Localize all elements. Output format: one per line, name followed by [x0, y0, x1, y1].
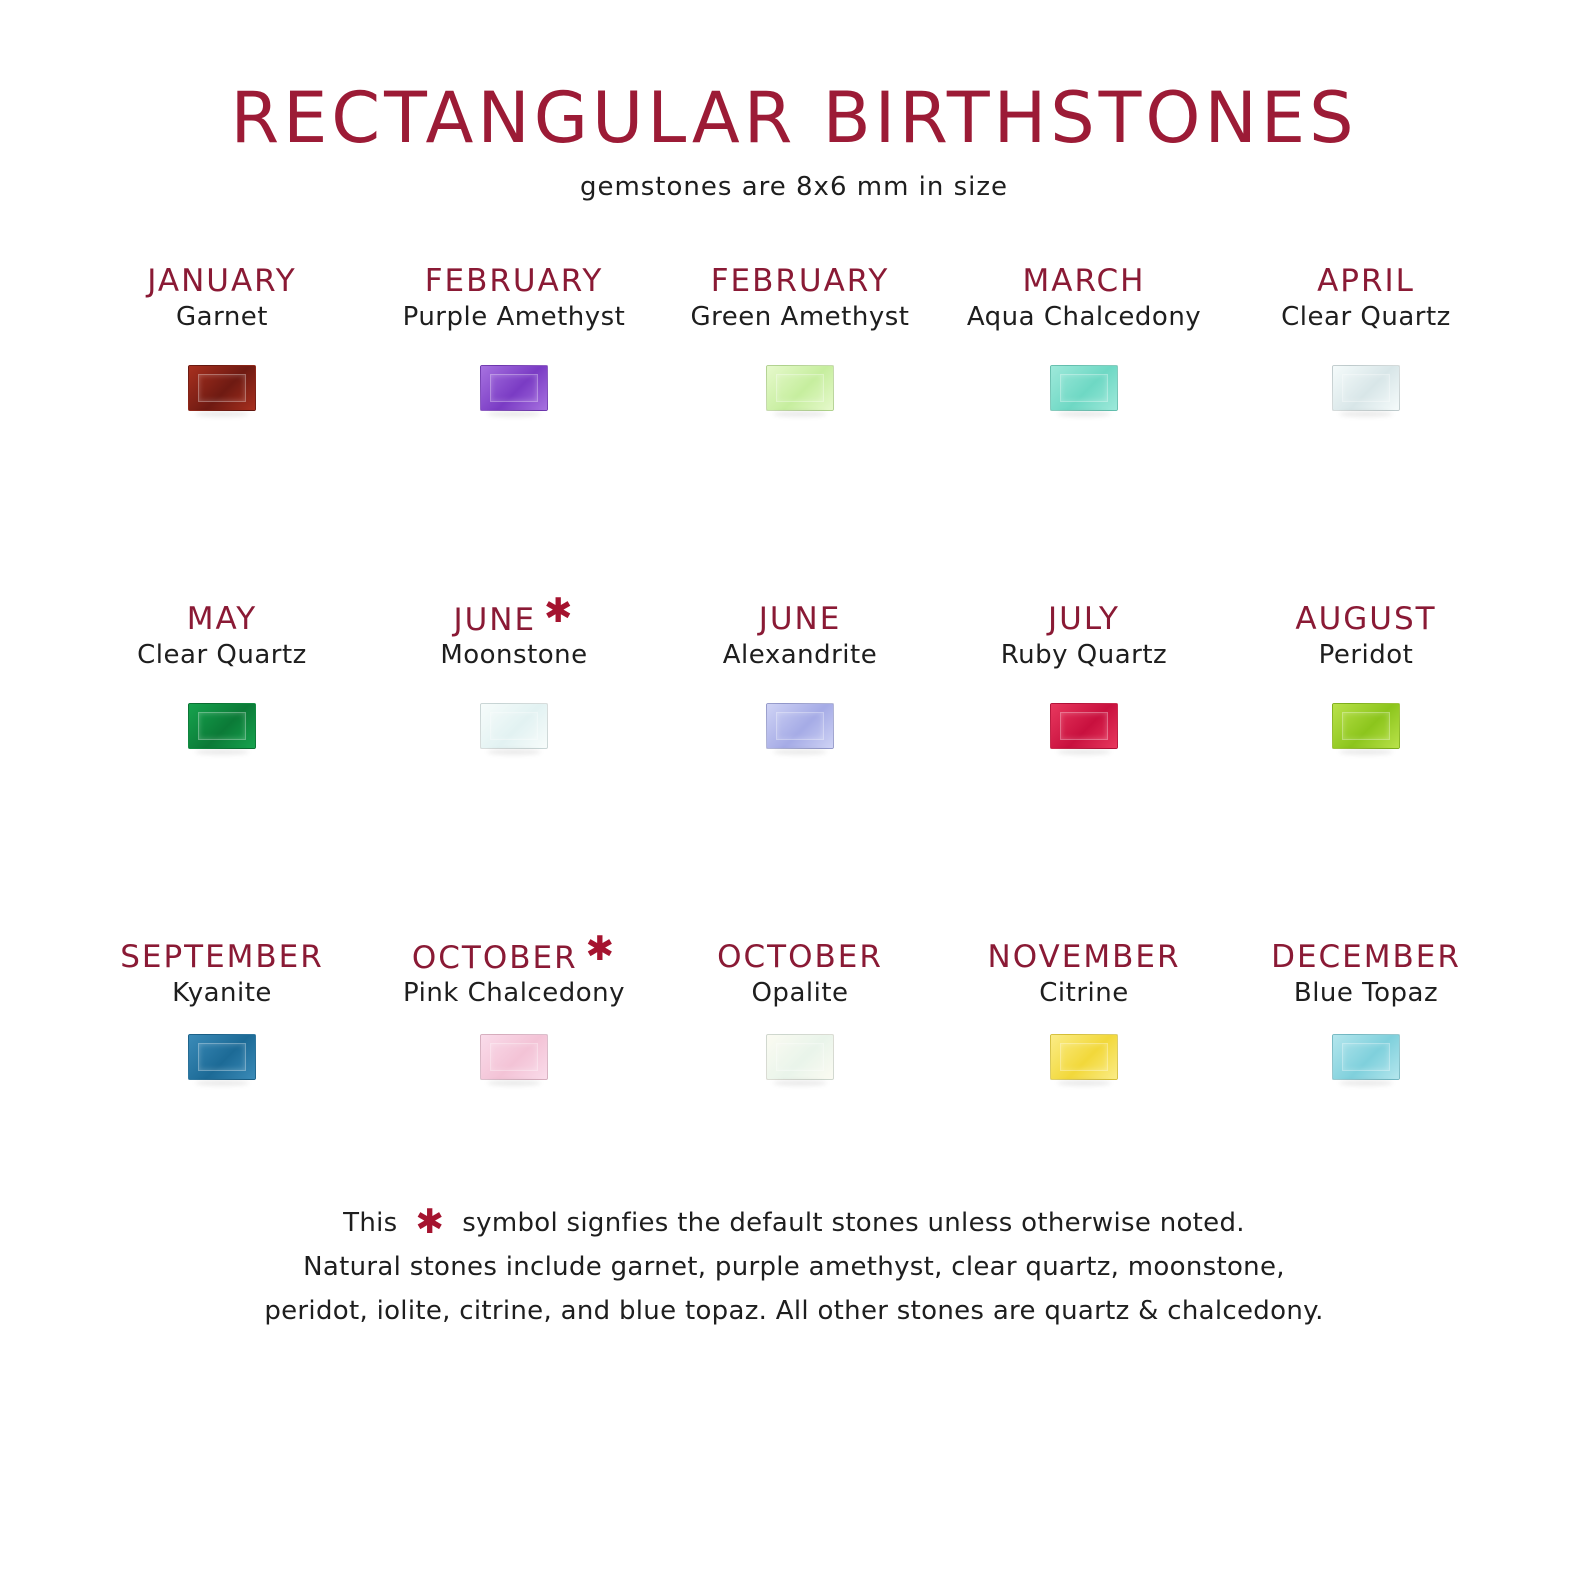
stone-name: Garnet [176, 302, 268, 332]
month-label [369, 929, 659, 976]
default-asterisk-icon: ✱ [544, 591, 575, 631]
birthstone-card [369, 591, 659, 672]
month-text: DECEMBER [1271, 939, 1461, 975]
gemstone-swatch [1332, 365, 1400, 411]
month-text: OCTOBER [717, 939, 883, 975]
footer-line-3: peridot, iolite, citrine, and blue topaz. All other stones are quartz & chalcedony. [264, 1296, 1324, 1326]
month-label [939, 262, 1229, 300]
stone-name: Pink Chalcedony [403, 978, 625, 1008]
birthstone-card [369, 262, 659, 334]
birthstone-card [1221, 600, 1511, 672]
month-label [77, 262, 367, 300]
stone-name: Green Amethyst [690, 302, 910, 332]
month-label [1221, 262, 1511, 300]
stone-name: Kyanite [172, 978, 272, 1008]
birthstone-card [655, 938, 945, 1010]
default-asterisk-icon: ✱ [415, 1202, 445, 1242]
month-text: MAY [186, 601, 258, 637]
month-text: JUNE [758, 601, 842, 637]
birthstone-card [939, 938, 1229, 1010]
month-label [77, 938, 367, 976]
default-asterisk-icon: ✱ [585, 929, 617, 969]
birthstone-card [369, 929, 659, 1010]
gemstone-swatch [1050, 1034, 1118, 1080]
stone-name: Citrine [1039, 978, 1129, 1008]
month-label [77, 600, 367, 638]
birthstone-card [655, 262, 945, 334]
birthstone-card [939, 600, 1229, 672]
month-text: AUGUST [1295, 601, 1437, 637]
footer-line-1-after: symbol signfies the default stones unless otherwise noted. [462, 1208, 1245, 1238]
gemstone-swatch [1332, 703, 1400, 749]
page-title: RECTANGULAR BIRTHSTONES [230, 77, 1358, 159]
gemstone-swatch [766, 365, 834, 411]
gemstone-swatch [1050, 703, 1118, 749]
gemstone-swatch [1050, 365, 1118, 411]
stone-name: Ruby Quartz [1000, 640, 1168, 670]
stone-name: Peridot [1318, 640, 1414, 670]
month-text: JANUARY [147, 263, 297, 299]
month-text: JULY [1048, 601, 1120, 637]
month-label [939, 938, 1229, 976]
month-text: NOVEMBER [987, 939, 1181, 975]
month-text: APRIL [1317, 263, 1415, 299]
month-label [1221, 938, 1511, 976]
month-text: JUNE [453, 602, 537, 638]
footer-line-2: Natural stones include garnet, purple amethyst, clear quartz, moonstone, [303, 1252, 1285, 1282]
gemstone-swatch [766, 1034, 834, 1080]
month-text: SEPTEMBER [120, 939, 324, 975]
stone-name: Clear Quartz [137, 640, 307, 670]
footer-line-1 [0, 1198, 1588, 1245]
gemstone-swatch [480, 1034, 548, 1080]
birthstone-card [939, 262, 1229, 334]
stone-name: Alexandrite [722, 640, 878, 670]
gemstone-swatch [480, 703, 548, 749]
birthstone-card [77, 262, 367, 334]
gemstone-swatch [1332, 1034, 1400, 1080]
page-subtitle: gemstones are 8x6 mm in size [579, 172, 1009, 202]
month-label [369, 262, 659, 300]
birthstone-card [1221, 938, 1511, 1010]
month-text: OCTOBER [411, 940, 578, 976]
month-label [655, 600, 945, 638]
stone-name: Moonstone [440, 640, 588, 670]
month-label [1221, 600, 1511, 638]
gemstone-swatch [480, 365, 548, 411]
stone-name: Blue Topaz [1293, 978, 1439, 1008]
month-text: FEBRUARY [424, 263, 604, 299]
stone-name: Opalite [751, 978, 849, 1008]
stone-name: Purple Amethyst [402, 302, 626, 332]
gemstone-swatch [766, 703, 834, 749]
birthstone-card [77, 600, 367, 672]
gemstone-swatch [188, 703, 256, 749]
birthstone-card [77, 938, 367, 1010]
birthstone-card [655, 600, 945, 672]
month-text: MARCH [1022, 263, 1146, 299]
stone-name: Clear Quartz [1281, 302, 1451, 332]
footer-line-1-before: This [343, 1208, 398, 1238]
gemstone-swatch [188, 365, 256, 411]
month-label [655, 938, 945, 976]
stone-name: Aqua Chalcedony [966, 302, 1202, 332]
gemstone-swatch [188, 1034, 256, 1080]
month-label [655, 262, 945, 300]
month-label [939, 600, 1229, 638]
month-text: FEBRUARY [710, 263, 890, 299]
month-label [369, 591, 659, 638]
birthstone-card [1221, 262, 1511, 334]
footer-note [0, 1198, 1588, 1333]
